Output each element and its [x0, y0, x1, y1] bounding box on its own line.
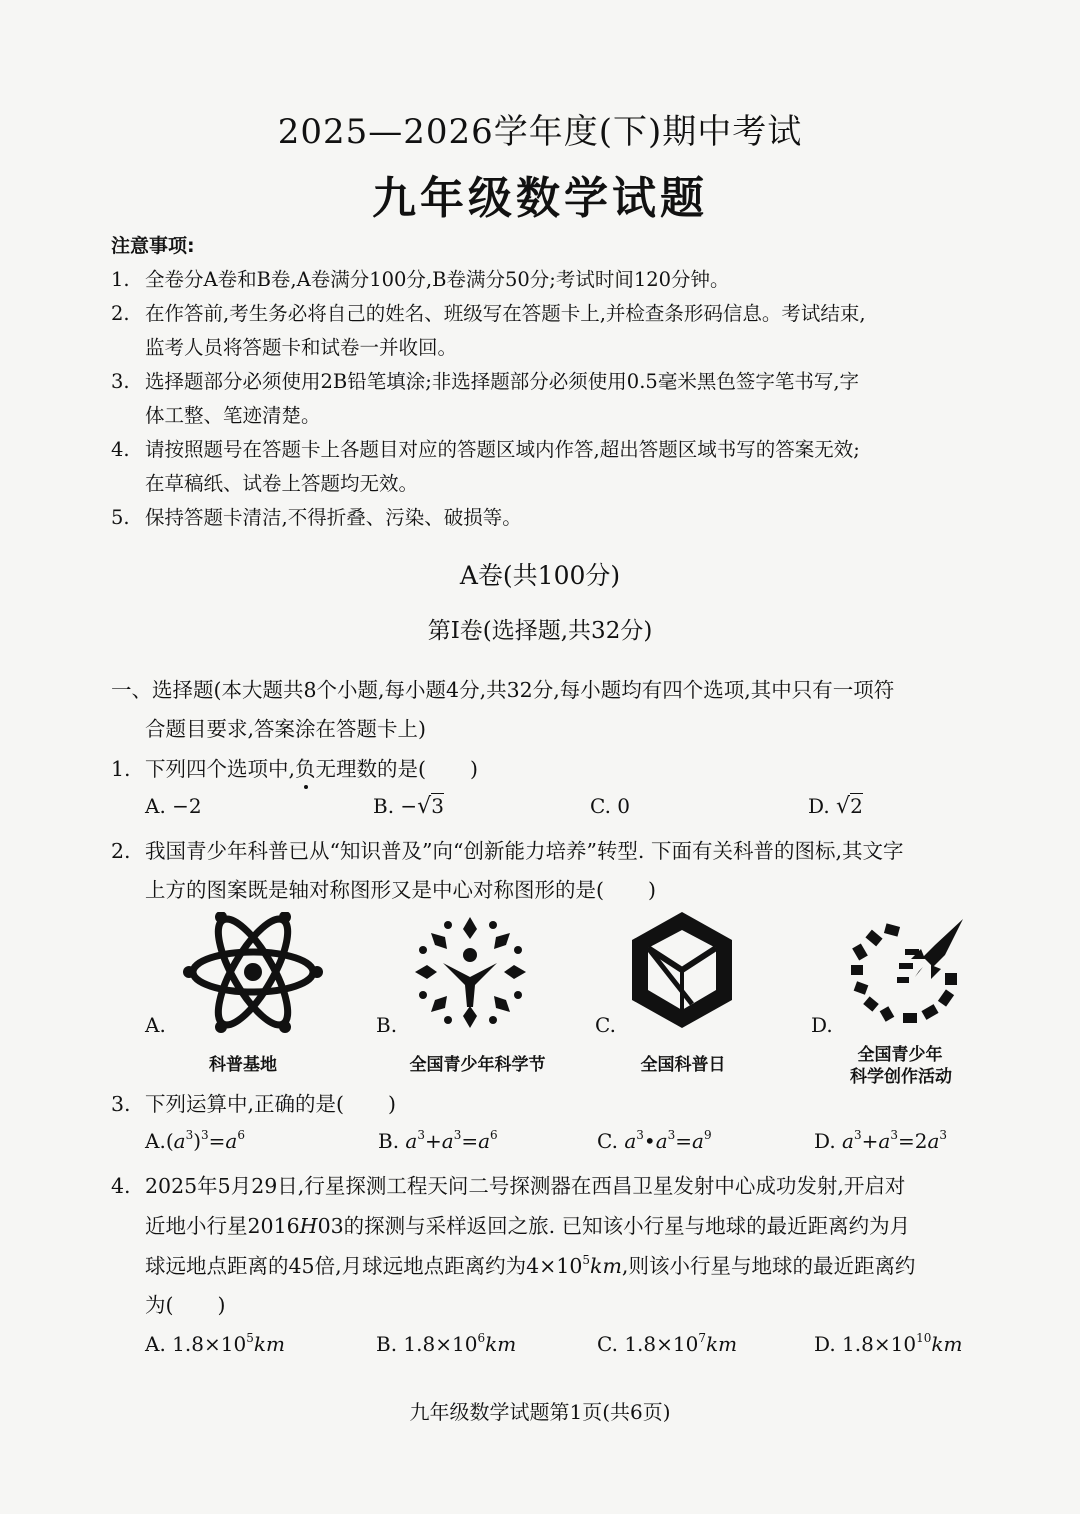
question-2-label-c: C. — [595, 1013, 616, 1037]
notice-item-5: 5. 保持答题卡清洁,不得折叠、污染、破损等。 — [111, 506, 522, 529]
question-3-option-a: $A.(a^3)^3=a^6$ — [145, 1128, 245, 1153]
question-1-stem: 1. 下列四个选项中,负无理数的是( ) — [111, 757, 479, 781]
question-4-option-b: B. $1.8\times 10^6km$ — [376, 1331, 517, 1356]
caption-a: 科普基地 — [209, 1055, 277, 1075]
multiple-choice-instructions: 一、选择题(本大题共8个小题,每小题4分,共32分,每小题均有四个选项,其中只有一项符 — [111, 678, 895, 702]
flower-figure-icon — [413, 915, 528, 1030]
question-2-label-b: B. — [376, 1013, 398, 1037]
question-3-option-c: C. $a^3•a^3=a^9$ — [597, 1128, 712, 1153]
question-3-option-b: B. $a^3+a^3=a^6$ — [378, 1128, 498, 1153]
page-footer: 九年级数学试题第1页(共6页) — [409, 1400, 671, 1424]
question-4-option-d: D. $1.8\times 10^{10}km$ — [814, 1331, 963, 1356]
question-3-stem: 3. 下列运算中,正确的是( ) — [111, 1092, 397, 1116]
question-4-stem-line4: 为( ) — [145, 1293, 226, 1317]
notice-item-2: 2. 在作答前,考生务必将自己的姓名、班级写在答题卡上,并检查条形码信息。考试结束, — [111, 302, 866, 325]
notice-item-1: 1. 全卷分A卷和B卷,A卷满分100分,B卷满分50分;考试时间120分钟。 — [111, 268, 730, 291]
notice-item-2-cont: 监考人员将答题卡和试卷一并收回。 — [145, 336, 458, 359]
notice-item-3-cont: 体工整、笔迹清楚。 — [145, 404, 321, 427]
notice-item-4-cont: 在草稿纸、试卷上答题均无效。 — [145, 472, 419, 495]
question-3-option-d: D. $a^3+a^3=2a^3$ — [814, 1128, 948, 1153]
multiple-choice-instructions-cont: 合题目要求,答案涂在答题卡上) — [145, 717, 427, 741]
question-4-option-a: A. $1.8\times 10^5km$ — [145, 1331, 285, 1356]
question-2-stem: 2. 我国青少年科普已从“知识普及”向“创新能力培养”转型. 下面有关科普的图标,其文字 — [111, 839, 904, 863]
caption-d-line2: 科学创作活动 — [850, 1067, 952, 1087]
question-1-option-a: A. −2 — [145, 794, 202, 818]
question-2-label-d: D. — [811, 1013, 833, 1037]
cube-icon — [630, 910, 735, 1030]
caption-b: 全国青少年科学节 — [409, 1055, 546, 1075]
caption-d-line1: 全国青少年 — [857, 1045, 943, 1065]
question-1-option-d: D. √2 — [808, 794, 863, 819]
section-a-heading: A卷(共100分) — [459, 561, 621, 590]
exam-title: 2025—2026学年度(下)期中考试 — [277, 112, 803, 152]
part-one-heading: 第Ⅰ卷(选择题,共32分) — [427, 618, 653, 644]
question-4-option-c: C. $1.8\times 10^7km$ — [597, 1331, 738, 1356]
rocket-icon — [845, 915, 970, 1035]
question-4-stem-line2: 近地小行星2016H03的探测与采样返回之旅. 已知该小行星与地球的最近距离约为月 — [145, 1214, 911, 1238]
exam-subject-title: 九年级数学试题 — [372, 173, 708, 224]
question-4-stem: 4. 2025年5月29日,行星探测工程天问二号探测器在西昌卫星发射中心成功发射,开启对 — [111, 1174, 906, 1198]
notice-item-3: 3. 选择题部分必须使用2B铅笔填涂;非选择题部分必须使用0.5毫米黑色签字笔书写,字 — [111, 370, 860, 393]
question-1-option-b: B. −√3 — [373, 794, 444, 819]
question-2-stem-cont: 上方的图案既是轴对称图形又是中心对称图形的是( ) — [145, 878, 656, 902]
question-1-option-c: C. 0 — [590, 794, 631, 818]
caption-c: 全国科普日 — [640, 1055, 726, 1075]
question-4-stem-line3: 球远地点距离的45倍,月球远地点距离约为$4\times 10^5km$,则该小行星与地球的最近距离约 — [145, 1253, 916, 1278]
notice-item-4: 4. 请按照题号在答题卡上各题目对应的答题区域内作答,超出答题区域书写的答案无效; — [111, 438, 860, 461]
notice-heading: 注意事项: — [111, 235, 195, 257]
question-2-label-a: A. — [145, 1013, 166, 1037]
atom-icon — [183, 912, 323, 1037]
